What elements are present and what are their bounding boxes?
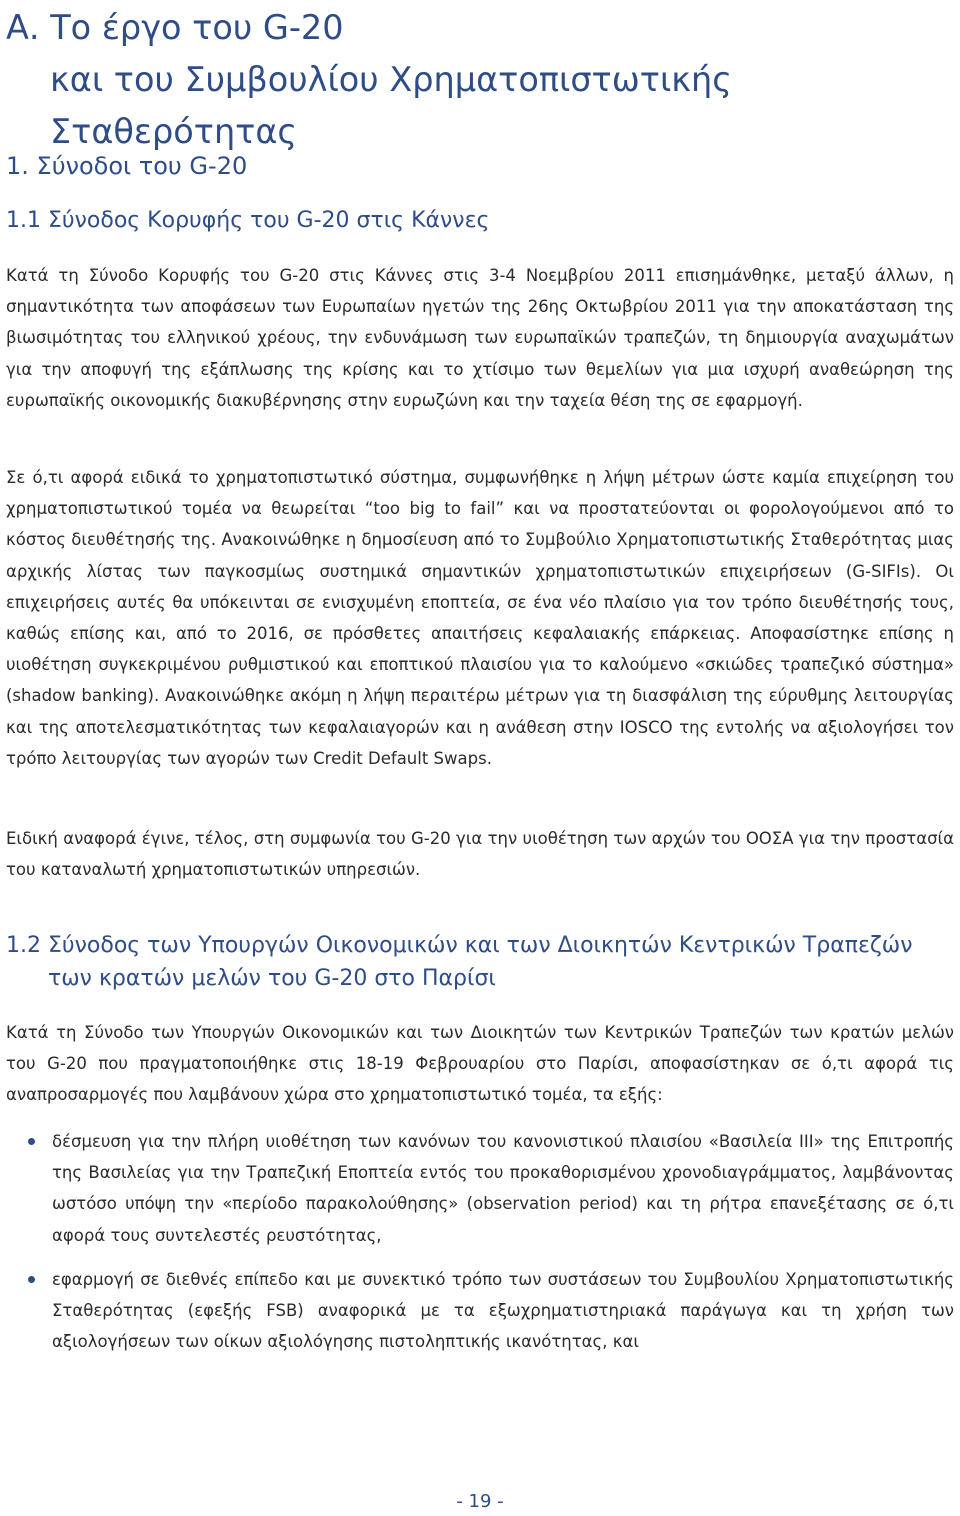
page-number: - 19 -	[456, 1491, 504, 1512]
paragraph-cannes-summit: Κατά τη Σύνοδο Κορυφής του G-20 στις Κάννες στις 3-4 Νοεμβρίου 2011 επισημάνθηκε, μεταξύ άλλων, η σημαντικότητα των αποφάσεων των Ευρωπαίων ηγετών της 26ης Οκτωβρίου 2011 για την αποκατάσταση της βιωσιμότητας του ελληνικού χρέους, την ενδυνάμωση των ευρωπαϊκών τραπεζών, τη δημιουργία αναχωμάτων για την αποφυγή της εξάπλωσης της κρίσης και το χτίσιμο των θεμελίων για μια ισχυρή αναθεώρηση της ευρωπαϊκής οικονομικής διακυβέρνησης στην ευρωζώνη και την ταχεία θέση της σε εφαρμογή.	[6, 266, 954, 410]
list-item-text: εφαρμογή σε διεθνές επίπεδο και με συνεκτικό τρόπο των συστάσεων του Συμβουλίου Χρηματοπιστωτικής Σταθερότητας (εφεξής FSB) αναφορικά με τα εξωχρηματιστηριακά παράγωγα και τη χρήση των αξιολογήσεων των οίκων αξιολόγησης πιστοληπτικής ικανότητας, και	[52, 1270, 954, 1352]
bullet-list-2	[6, 1264, 954, 1358]
subsection-heading-1-2-line-2: των κρατών μελών του G-20 στο Παρίσι	[48, 966, 496, 991]
list-item	[6, 1264, 954, 1358]
subsection-heading-1-1: 1.1 Σύνοδος Κορυφής του G-20 στις Κάννες	[6, 208, 490, 233]
list-item-text: δέσμευση για την πλήρη υιοθέτηση των κανόνων του κανονιστικού πλαισίου «Βασιλεία ΙΙΙ» της Επιτροπής της Βασιλείας για την Τραπεζική Εποπτεία εντός του προκαθορισμένου χρονοδιαγράμματος, λαμβάνοντας ωστόσο υπόψη την «περίοδο παρακολούθησης» (observation period) και τη ρήτρα επανεξέτασης σε ό,τι αφορά τους συντελεστές ρευστότητας,	[52, 1132, 954, 1245]
chapter-title-line-2: και του Συμβουλίου Χρηματοπιστωτικής Σταθερότητας	[50, 60, 732, 151]
bullet-icon	[28, 1138, 35, 1145]
paragraph-oecd-principles: Ειδική αναφορά έγινε, τέλος, στη συμφωνία του G-20 για την υιοθέτηση των αρχών του ΟΟΣΑ για την προστασία του καταναλωτή χρηματοπιστωτικών υπηρεσιών.	[6, 829, 954, 880]
bullet-icon	[28, 1276, 35, 1283]
chapter-title-line-1: Α. Το έργο του G-20	[6, 8, 344, 47]
paragraph-financial-system: Σε ό,τι αφορά ειδικά το χρηματοπιστωτικό σύστημα, συμφωνήθηκε η λήψη μέτρων ώστε καμία επιχείρηση του χρηματοπιστωτικού τομέα να θεωρείται “too big to fail” και να προστατεύονται οι φορολογούμενοι από το κόστος διευθέτησής της. Ανακοινώθηκε η δημοσίευση από το Συμβούλιο Χρηματοπιστωτικής Σταθερότητας μιας αρχικής λίστας των παγκοσμίως συστημικά σημαντικών χρηματοπιστωτικών επιχειρήσεων (G-SIFIs). Οι επιχειρήσεις αυτές θα υπόκεινται σε ενισχυμένη εποπτεία, σε ένα νέο πλαίσιο για τον τρόπο διευθέτησής τους, καθώς επίσης και, από το 2016, σε πρόσθετες απαιτήσεις κεφαλαιακής επάρκειας. Αποφασίστηκε επίσης η υιοθέτηση συγκεκριμένου ρυθμιστικού και εποπτικού πλαισίου για το καλούμενο «σκιώδες τραπεζικό σύστημα» (shadow banking). Ανακοινώθηκε ακόμη η λήψη περαιτέρω μέτρων για τη διασφάλιση της εύρυθμης λειτουργίας και της αποτελεσματικότητας των κεφαλαιαγορών και η ανάθεση στην IOSCO της εντολής να αξιολογήσει τον τρόπο λειτουργίας των αγορών των Credit Default Swaps.	[6, 468, 954, 768]
bullet-list-1	[6, 1126, 954, 1251]
list-item	[6, 1126, 954, 1251]
subsection-heading-1-2	[6, 929, 956, 995]
paragraph-paris-meeting: Κατά τη Σύνοδο των Υπουργών Οικονομικών και των Διοικητών των Κεντρικών Τραπεζών των κρατών μελών του G-20 που πραγματοποιήθηκε στις 18-19 Φεβρουαρίου στο Παρίσι, αποφασίστηκαν σε ό,τι αφορά τις αναπροσαρμογές που λαμβάνουν χώρα στο χρηματοπιστωτικό τομέα, τα εξής:	[6, 1023, 954, 1105]
chapter-title	[6, 2, 956, 158]
subsection-heading-1-2-line-1: 1.2 Σύνοδος των Υπουργών Οικονομικών και των Διοικητών Κεντρικών Τραπεζών	[6, 933, 913, 958]
section-heading: 1. Σύνοδοι του G-20	[6, 152, 248, 180]
